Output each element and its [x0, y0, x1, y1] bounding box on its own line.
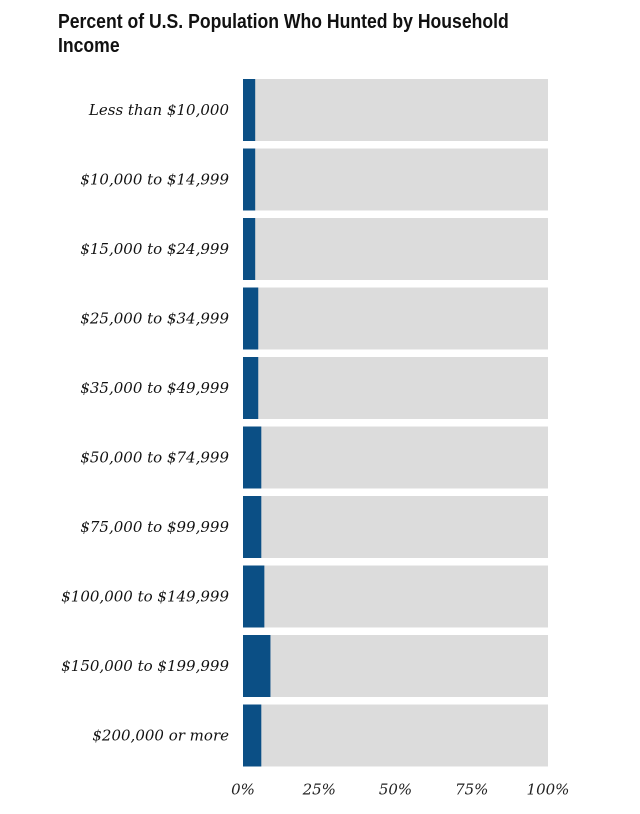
bar-track [243, 79, 548, 141]
x-axis-ticks [231, 781, 569, 799]
bar [243, 427, 261, 489]
category-label: $10,000 to $14,999 [80, 170, 229, 189]
bar-track [243, 427, 548, 489]
x-tick-label: 100% [526, 780, 570, 799]
bar-track [243, 566, 548, 628]
bar [243, 566, 264, 628]
category-labels [61, 101, 229, 745]
bar [243, 357, 258, 419]
bar-track [243, 705, 548, 767]
category-label: $75,000 to $99,999 [80, 518, 229, 536]
category-label: $15,000 to $24,999 [80, 240, 229, 258]
chart-title: Percent of U.S. Population Who Hunted by Household Income [58, 11, 509, 57]
bar-track [243, 635, 548, 697]
category-label: Less than $10,000 [88, 101, 229, 119]
bar-track [243, 149, 548, 211]
bar [243, 79, 255, 141]
bar-track [243, 218, 548, 280]
bar [243, 705, 261, 767]
bar [243, 149, 255, 211]
bar [243, 496, 261, 558]
bars [243, 79, 548, 767]
x-tick-label: 75% [455, 780, 489, 799]
category-label: $200,000 or more [92, 726, 229, 745]
bar [243, 218, 255, 280]
category-label: $35,000 to $49,999 [80, 379, 229, 397]
bar-track [243, 288, 548, 350]
bar [243, 288, 258, 350]
category-label: $150,000 to $199,999 [61, 657, 229, 675]
category-label: $50,000 to $74,999 [80, 448, 229, 467]
bar [243, 635, 270, 697]
x-tick-label: 0% [231, 780, 255, 799]
x-tick-label: 25% [302, 780, 336, 799]
bar-track [243, 357, 548, 419]
category-label: $25,000 to $34,999 [80, 309, 229, 328]
category-label: $100,000 to $149,999 [61, 587, 229, 606]
bar-track [243, 496, 548, 558]
x-tick-label: 50% [378, 780, 413, 799]
